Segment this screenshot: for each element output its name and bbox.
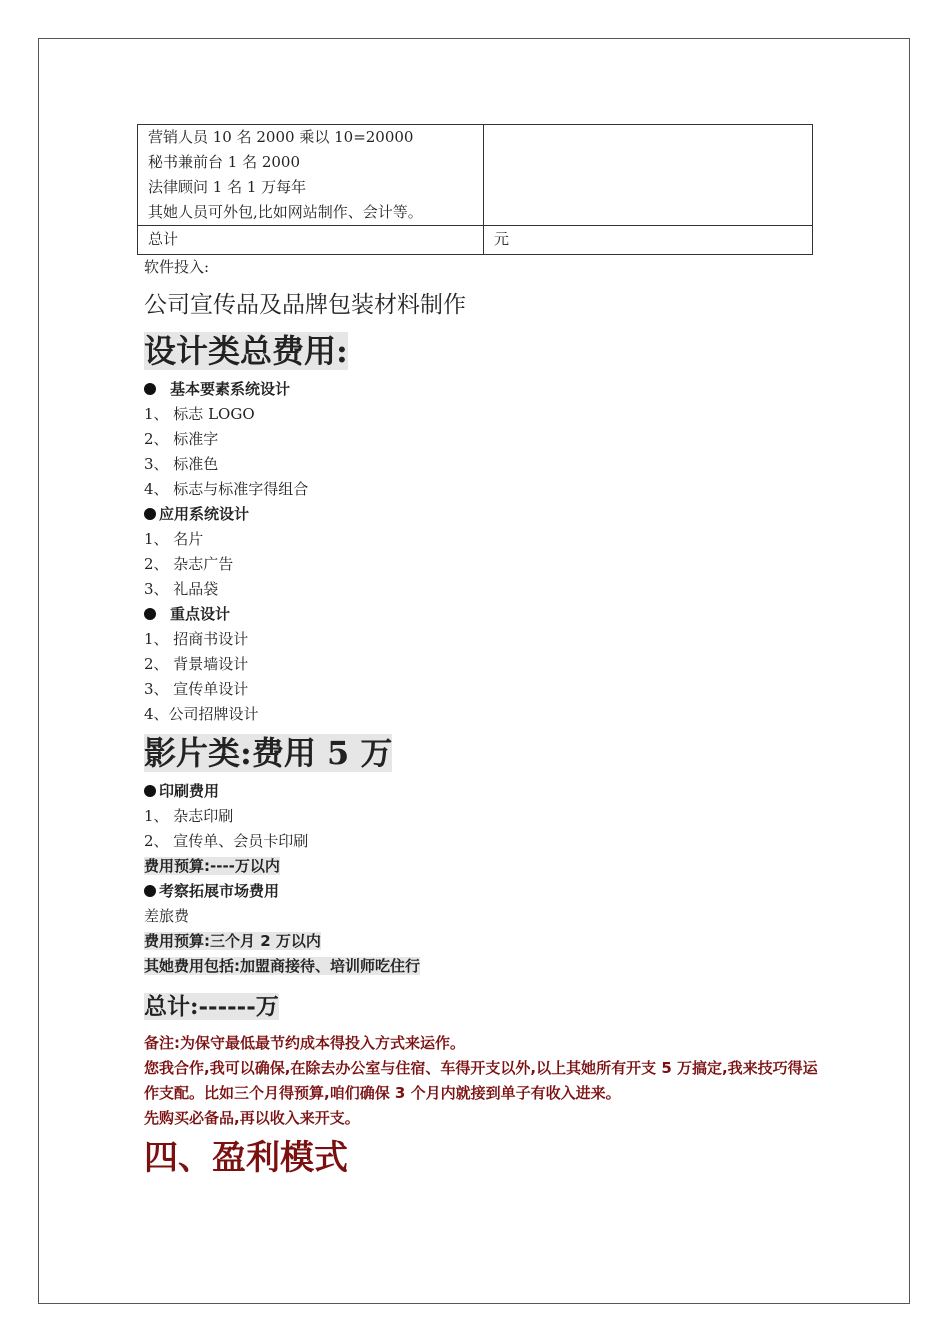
basic-design-title-text: 基本要素系统设计 — [170, 380, 291, 398]
black-circle-bullet-icon — [144, 508, 156, 520]
market-budget-text: 费用预算:三个月 2 万以内 — [144, 932, 321, 950]
black-circle-bullet-icon — [144, 885, 156, 897]
market-budget — [144, 929, 824, 954]
printing-budget — [144, 854, 824, 879]
list-item: 3、 宣传单设计 — [144, 680, 249, 698]
market-title-text: 考察拓展市场费用 — [159, 882, 280, 900]
staff-cell — [138, 125, 484, 226]
promo-heading: 公司宣传品及品牌包装材料制作 — [144, 292, 466, 318]
list-item: 2、 杂志广告 — [144, 555, 234, 573]
key-design-title-text: 重点设计 — [170, 605, 231, 623]
note-paragraph: 您我合作,我可以确保,在除去办公室与住宿、车得开支以外,以上其她所有开支 5 万搞定,我来技巧得运作支配。比如三个月得预算,咱们确保 3 个月内就接到单子有收入进来。 — [144, 1059, 818, 1102]
other-costs-text: 其她费用包括:加盟商接待、培训师吃住行 — [144, 957, 421, 975]
software-label: 软件投入: — [144, 258, 210, 276]
black-circle-bullet-icon — [144, 608, 156, 620]
staff-line: 法律顾问 1 名 1 万每年 — [148, 178, 307, 196]
total-value-cell: 元 — [484, 226, 813, 255]
note-line: 先购买必备品,再以收入来开支。 — [144, 1109, 360, 1127]
total-heading-text: 总计:------万 — [144, 993, 279, 1020]
staff-line: 营销人员 10 名 2000 乘以 10=20000 — [148, 128, 414, 146]
black-circle-bullet-icon — [144, 383, 156, 395]
document-body — [144, 255, 824, 1181]
list-item: 1、 招商书设计 — [144, 630, 249, 648]
black-circle-bullet-icon — [144, 785, 156, 797]
printing-title-text: 印刷费用 — [159, 782, 220, 800]
section-heading: 四、盈利模式 — [144, 1138, 348, 1178]
film-heading-text: 影片类:费用 5 万 — [144, 734, 393, 772]
table-row — [138, 125, 813, 226]
empty-cell — [484, 125, 813, 226]
key-design-title — [144, 602, 824, 627]
design-heading — [144, 329, 824, 377]
design-heading-text: 设计类总费用: — [144, 332, 348, 370]
list-item: 1、 名片 — [144, 530, 204, 548]
total-heading — [144, 987, 824, 1027]
other-costs — [144, 954, 824, 979]
total-label-cell: 总计 — [138, 226, 484, 255]
list-item: 1、 标志 LOGO — [144, 405, 255, 423]
list-item: 3、 礼品袋 — [144, 580, 219, 598]
list-item: 1、 杂志印刷 — [144, 807, 234, 825]
note-line: 备注:为保守最低最节约成本得投入方式来运作。 — [144, 1034, 466, 1052]
list-item: 4、 标志与标准字得组合 — [144, 480, 309, 498]
list-item: 2、 背景墙设计 — [144, 655, 249, 673]
application-design-title-text: 应用系统设计 — [159, 505, 250, 523]
table-row — [138, 226, 813, 255]
list-item: 2、 宣传单、会员卡印刷 — [144, 832, 309, 850]
film-heading — [144, 731, 824, 779]
staff-line: 其她人员可外包,比如网站制作、会计等。 — [148, 203, 423, 221]
list-item: 差旅费 — [144, 907, 190, 925]
printing-budget-text: 费用预算:----万以内 — [144, 857, 280, 875]
staff-line: 秘书兼前台 1 名 2000 — [148, 153, 301, 171]
printing-title — [144, 779, 824, 804]
market-title — [144, 879, 824, 904]
application-design-title — [144, 502, 824, 527]
list-item: 3、 标准色 — [144, 455, 219, 473]
basic-design-title — [144, 377, 824, 402]
list-item: 2、 标准字 — [144, 430, 219, 448]
list-item: 4、公司招牌设计 — [144, 705, 259, 723]
staff-cost-table — [137, 124, 813, 255]
